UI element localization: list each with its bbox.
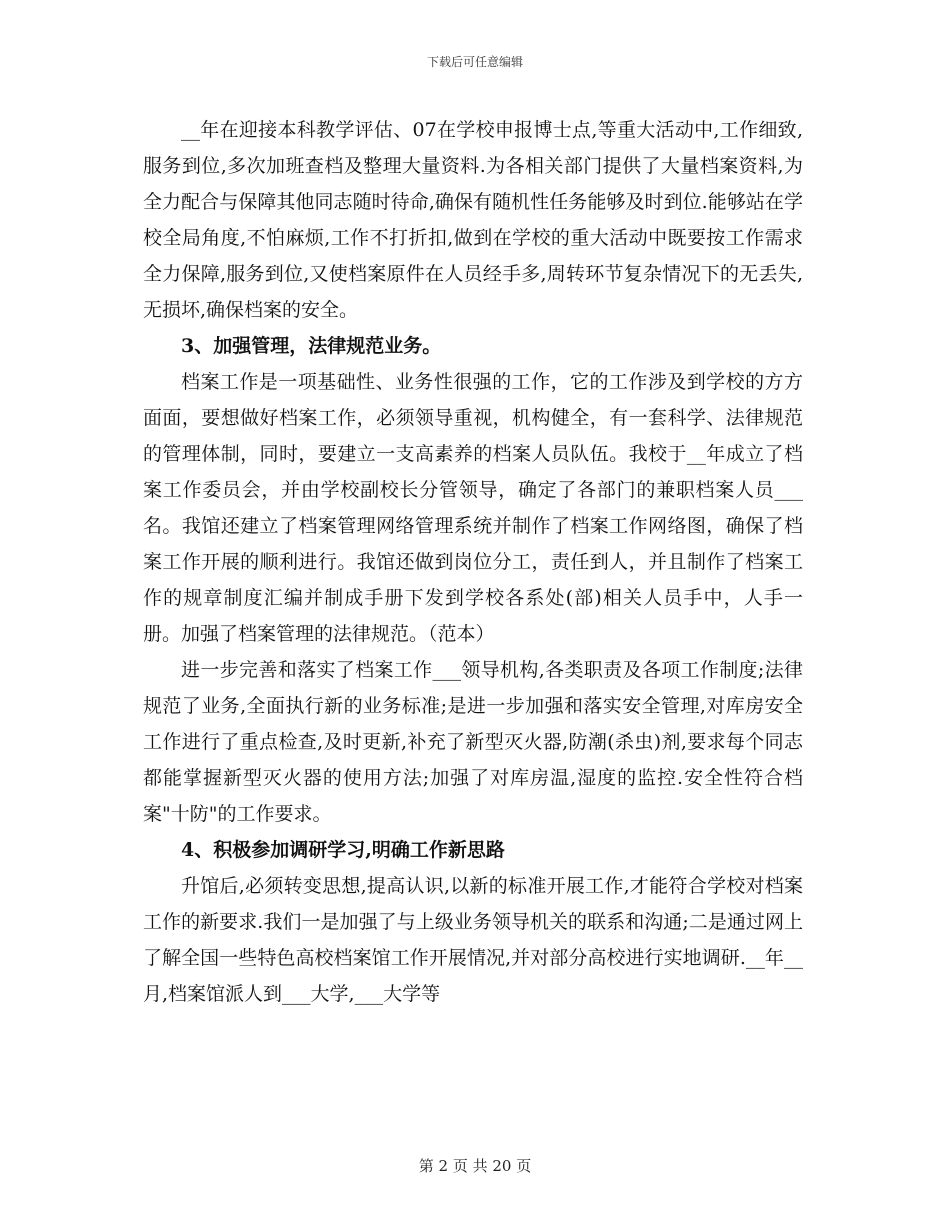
paragraph-archive-management: 档案工作是一项基础性、业务性很强的工作，它的工作涉及到学校的方方面面，要想做好档案工作，必须领导重视，机构健全，有一套科学、法律规范的管理体制，同时，要建立一支高素养的档案人员队伍。我校于__年成立了档案工作委员会，并由学校副校长分管领导，确定了各部门的兼职档案人员___名。我馆还建立了档案管理网络管理系统并制作了档案工作网络图，确保了档案工作开展的顺利进行。我馆还做到岗位分工，责任到人，并且制作了档案工作的规章制度汇编并制成手册下发到学校各系处(部)相关人员手中，人手一册。加强了档案管理的法律规范。（范本） (143, 371, 803, 645)
paragraph-safety-management: 进一步完善和落实了档案工作___领导机构,各类职责及各项工作制度;法律规范了业务,全面执行新的业务标准;是进一步加强和落实安全管理,对库房安全工作进行了重点检查,及时更新,补充了新型灭火器,防潮(杀虫)剂,要求每个同志都能掌握新型灭火器的使用方法;加强了对库房温,湿度的监控.安全性符合档案"十防"的工作要求。 (143, 659, 803, 825)
document-body (143, 112, 803, 1012)
paragraph-archive-service: __年在迎接本科教学评估、07在学校申报博士点,等重大活动中,工作细致,服务到位,多次加班查档及整理大量资料.为各相关部门提供了大量档案资料,为全力配合与保障其他同志随时待命,确保有随机性任务能够及时到位.能够站在学校全局角度,不怕麻烦,工作不打折扣,做到在学校的重大活动中既要按工作需求全力保障,服务到位,又使档案原件在人员经手多,周转环节复杂情况下的无丢失,无损坏,确保档案的安全。 (143, 119, 803, 321)
paragraph-research-study: 升馆后,必须转变思想,提高认识,以新的标准开展工作,才能符合学校对档案工作的新要求.我们一是加强了与上级业务领导机关的联系和沟通;二是通过网上了解全国一些特色高校档案馆工作开展情况,并对部分高校进行实地调研.__年__月,档案馆派人到___大学,___大学等 (143, 875, 803, 1005)
page-header: 下载后可任意编辑 (426, 55, 523, 69)
section-heading-4: 4、积极参加调研学习,明确工作新思路 (181, 839, 505, 861)
section-heading-3: 3、加强管理，法律规范业务。 (181, 335, 442, 357)
page-footer: 第 2 页 共 20 页 (418, 1157, 532, 1175)
